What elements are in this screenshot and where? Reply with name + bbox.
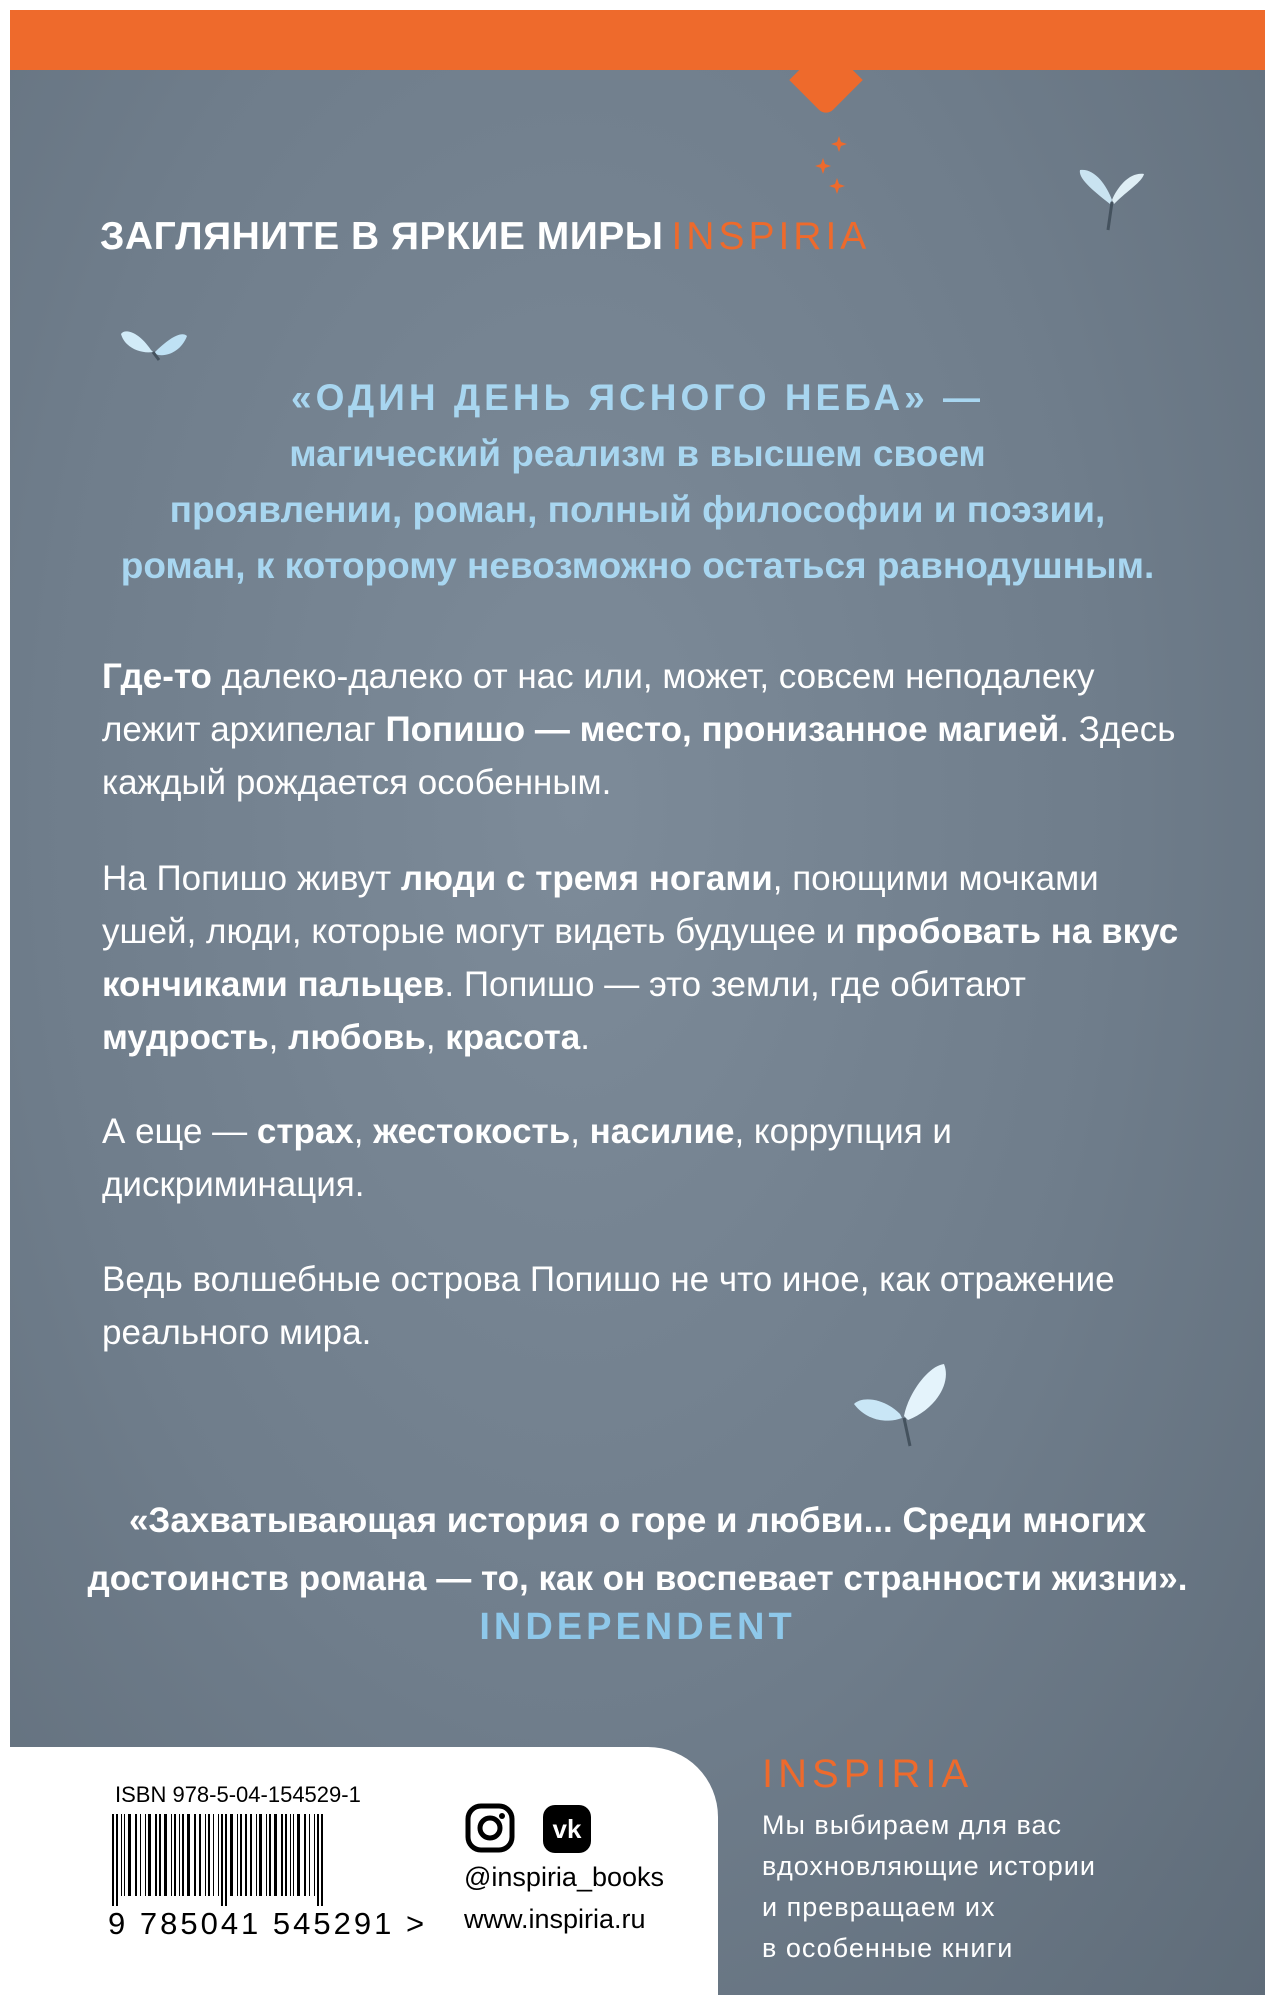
barcode-bar xyxy=(297,1814,300,1896)
publisher-description-line: в особенные книги xyxy=(762,1933,1014,1963)
barcode-bar xyxy=(245,1814,247,1896)
barcode-bar xyxy=(266,1814,267,1896)
bold-phrase: насилие xyxy=(589,1112,735,1151)
plain-text: , xyxy=(268,1018,289,1057)
barcode-bar xyxy=(240,1814,242,1896)
tagline-line: проявлении, роман, полный философии и поэзии, xyxy=(169,489,1106,530)
barcode-bar xyxy=(304,1814,306,1896)
barcode-bar xyxy=(218,1814,219,1896)
publisher-description-line: и превращаем их xyxy=(762,1892,996,1922)
description-paragraph-1 xyxy=(102,650,1202,809)
barcode-bar xyxy=(230,1814,233,1896)
bold-phrase: любовь xyxy=(288,1018,426,1057)
bold-phrase: Где-то xyxy=(102,657,212,696)
bold-phrase: Попишо — место, пронизанное магией xyxy=(385,710,1060,749)
barcode-bar xyxy=(208,1814,210,1896)
barcode-bar xyxy=(317,1814,319,1906)
barcode-bar xyxy=(290,1814,291,1896)
vk-icon-label: vk xyxy=(552,1814,582,1844)
description-paragraph-4: Ведь волшебные острова Попишо не что иное, как отражение реального мира. xyxy=(102,1260,1115,1352)
press-quote-line: достоинств романа — то, как он воспевает странности жизни». xyxy=(87,1559,1188,1598)
bold-phrase: пробовать на вкус кончиками пальцев xyxy=(102,912,1179,1004)
barcode-bar xyxy=(225,1814,227,1906)
press-quote xyxy=(80,1492,1195,1608)
barcode-bar xyxy=(174,1814,176,1896)
bold-phrase: люди с тремя ногами xyxy=(400,859,773,898)
barcode-bar xyxy=(112,1814,114,1906)
plain-text: , xyxy=(353,1112,374,1151)
plain-text: На Попишо живут xyxy=(102,859,401,898)
barcode-bar xyxy=(140,1814,141,1896)
barcode-bar xyxy=(285,1814,287,1896)
butterfly-icon xyxy=(1072,160,1152,240)
publisher-description xyxy=(762,1805,1232,1969)
barcode-bar xyxy=(321,1814,323,1906)
barcode-bar xyxy=(205,1814,206,1896)
plain-text: , xyxy=(425,1018,446,1057)
tagline-block xyxy=(80,370,1195,594)
butterfly-icon xyxy=(848,1358,960,1454)
top-orange-band xyxy=(10,10,1265,70)
barcode-bar xyxy=(256,1814,257,1896)
book-back-cover xyxy=(10,10,1265,1995)
plain-text: . Здесь каждый рождается особенным. xyxy=(102,710,1176,802)
plain-text: далеко-далеко от нас или, может, совсем неподалеку лежит архипелаг xyxy=(102,657,1095,749)
barcode-bar xyxy=(281,1814,283,1896)
tagline-line: магический реализм в высшем своем xyxy=(289,433,986,474)
barcode-bar xyxy=(128,1814,131,1896)
barcode-bar xyxy=(221,1814,223,1906)
instagram-icon[interactable] xyxy=(468,1806,512,1850)
press-quote-line: «Захватывающая история о горе и любви... Среди многих xyxy=(128,1501,1147,1540)
website-link[interactable]: www.inspiria.ru xyxy=(464,1904,646,1934)
barcode-digits: 9 785041 545291 > xyxy=(108,1906,428,1941)
barcode-bar xyxy=(237,1814,238,1896)
publisher-description-line: вдохновляющие истории xyxy=(762,1851,1096,1881)
plain-text: . Попишо — это земли, где обитают xyxy=(444,965,1026,1004)
barcode-bar xyxy=(194,1814,196,1896)
barcode-bar xyxy=(259,1814,262,1896)
barcode-bar xyxy=(159,1814,161,1896)
barcode-bar xyxy=(269,1814,271,1896)
bold-phrase: красота xyxy=(445,1018,581,1057)
barcode-bar xyxy=(155,1814,157,1896)
bold-phrase: мудрость xyxy=(102,1018,269,1057)
barcode-bar xyxy=(314,1814,315,1896)
barcode-bar xyxy=(250,1814,252,1896)
bold-phrase: страх xyxy=(256,1112,354,1151)
barcode-bar xyxy=(213,1814,214,1896)
barcode-bar xyxy=(187,1814,190,1896)
barcode-bar xyxy=(179,1814,180,1896)
barcode-bar xyxy=(309,1814,310,1896)
barcode-bar xyxy=(116,1814,118,1906)
plain-text: А еще — xyxy=(102,1112,257,1151)
description-paragraph-2 xyxy=(102,852,1202,1064)
description-paragraph-3 xyxy=(102,1105,1202,1211)
tagline-line: роман, к которому невозможно остаться равнодушным. xyxy=(120,545,1155,586)
plain-text: , поющими мочками ушей, люди, которые могут видеть будущее и xyxy=(102,859,1099,951)
bold-phrase: жестокость xyxy=(373,1112,571,1151)
plain-text: . xyxy=(580,1018,590,1057)
barcode-bar xyxy=(164,1814,167,1896)
plain-text: , xyxy=(570,1112,590,1151)
vk-icon[interactable] xyxy=(543,1805,591,1853)
plain-text: , коррупция и дискриминация. xyxy=(102,1112,952,1204)
publisher-brand: INSPIRIA xyxy=(762,1752,974,1796)
social-icons xyxy=(465,1803,605,1855)
sparkle-stars-icon xyxy=(815,134,849,204)
barcode-bar xyxy=(274,1814,277,1896)
barcode-bar xyxy=(171,1814,172,1896)
publisher-description-line: Мы выбираем для вас xyxy=(762,1810,1062,1840)
barcode-bar xyxy=(145,1814,146,1896)
tagline-title: «ОДИН ДЕНЬ ЯСНОГО НЕБА» — xyxy=(291,377,984,418)
barcode-bar xyxy=(124,1814,125,1896)
barcode-bar xyxy=(182,1814,184,1896)
barcode xyxy=(108,1814,438,1906)
barcode-bar xyxy=(135,1814,137,1896)
press-quote-source: INDEPENDENT xyxy=(479,1606,796,1648)
social-handle[interactable]: @inspiria_books xyxy=(464,1862,665,1892)
series-header-brand: INSPIRIA xyxy=(671,215,871,258)
series-header xyxy=(100,215,870,259)
isbn-label: ISBN 978-5-04-154529-1 xyxy=(115,1782,361,1807)
series-header-title: ЗАГЛЯНИТЕ В ЯРКИЕ МИРЫ xyxy=(100,215,664,258)
barcode-bar xyxy=(121,1814,122,1896)
barcode-bar xyxy=(148,1814,151,1896)
barcode-bar xyxy=(293,1814,294,1896)
barcode-bar xyxy=(199,1814,201,1896)
